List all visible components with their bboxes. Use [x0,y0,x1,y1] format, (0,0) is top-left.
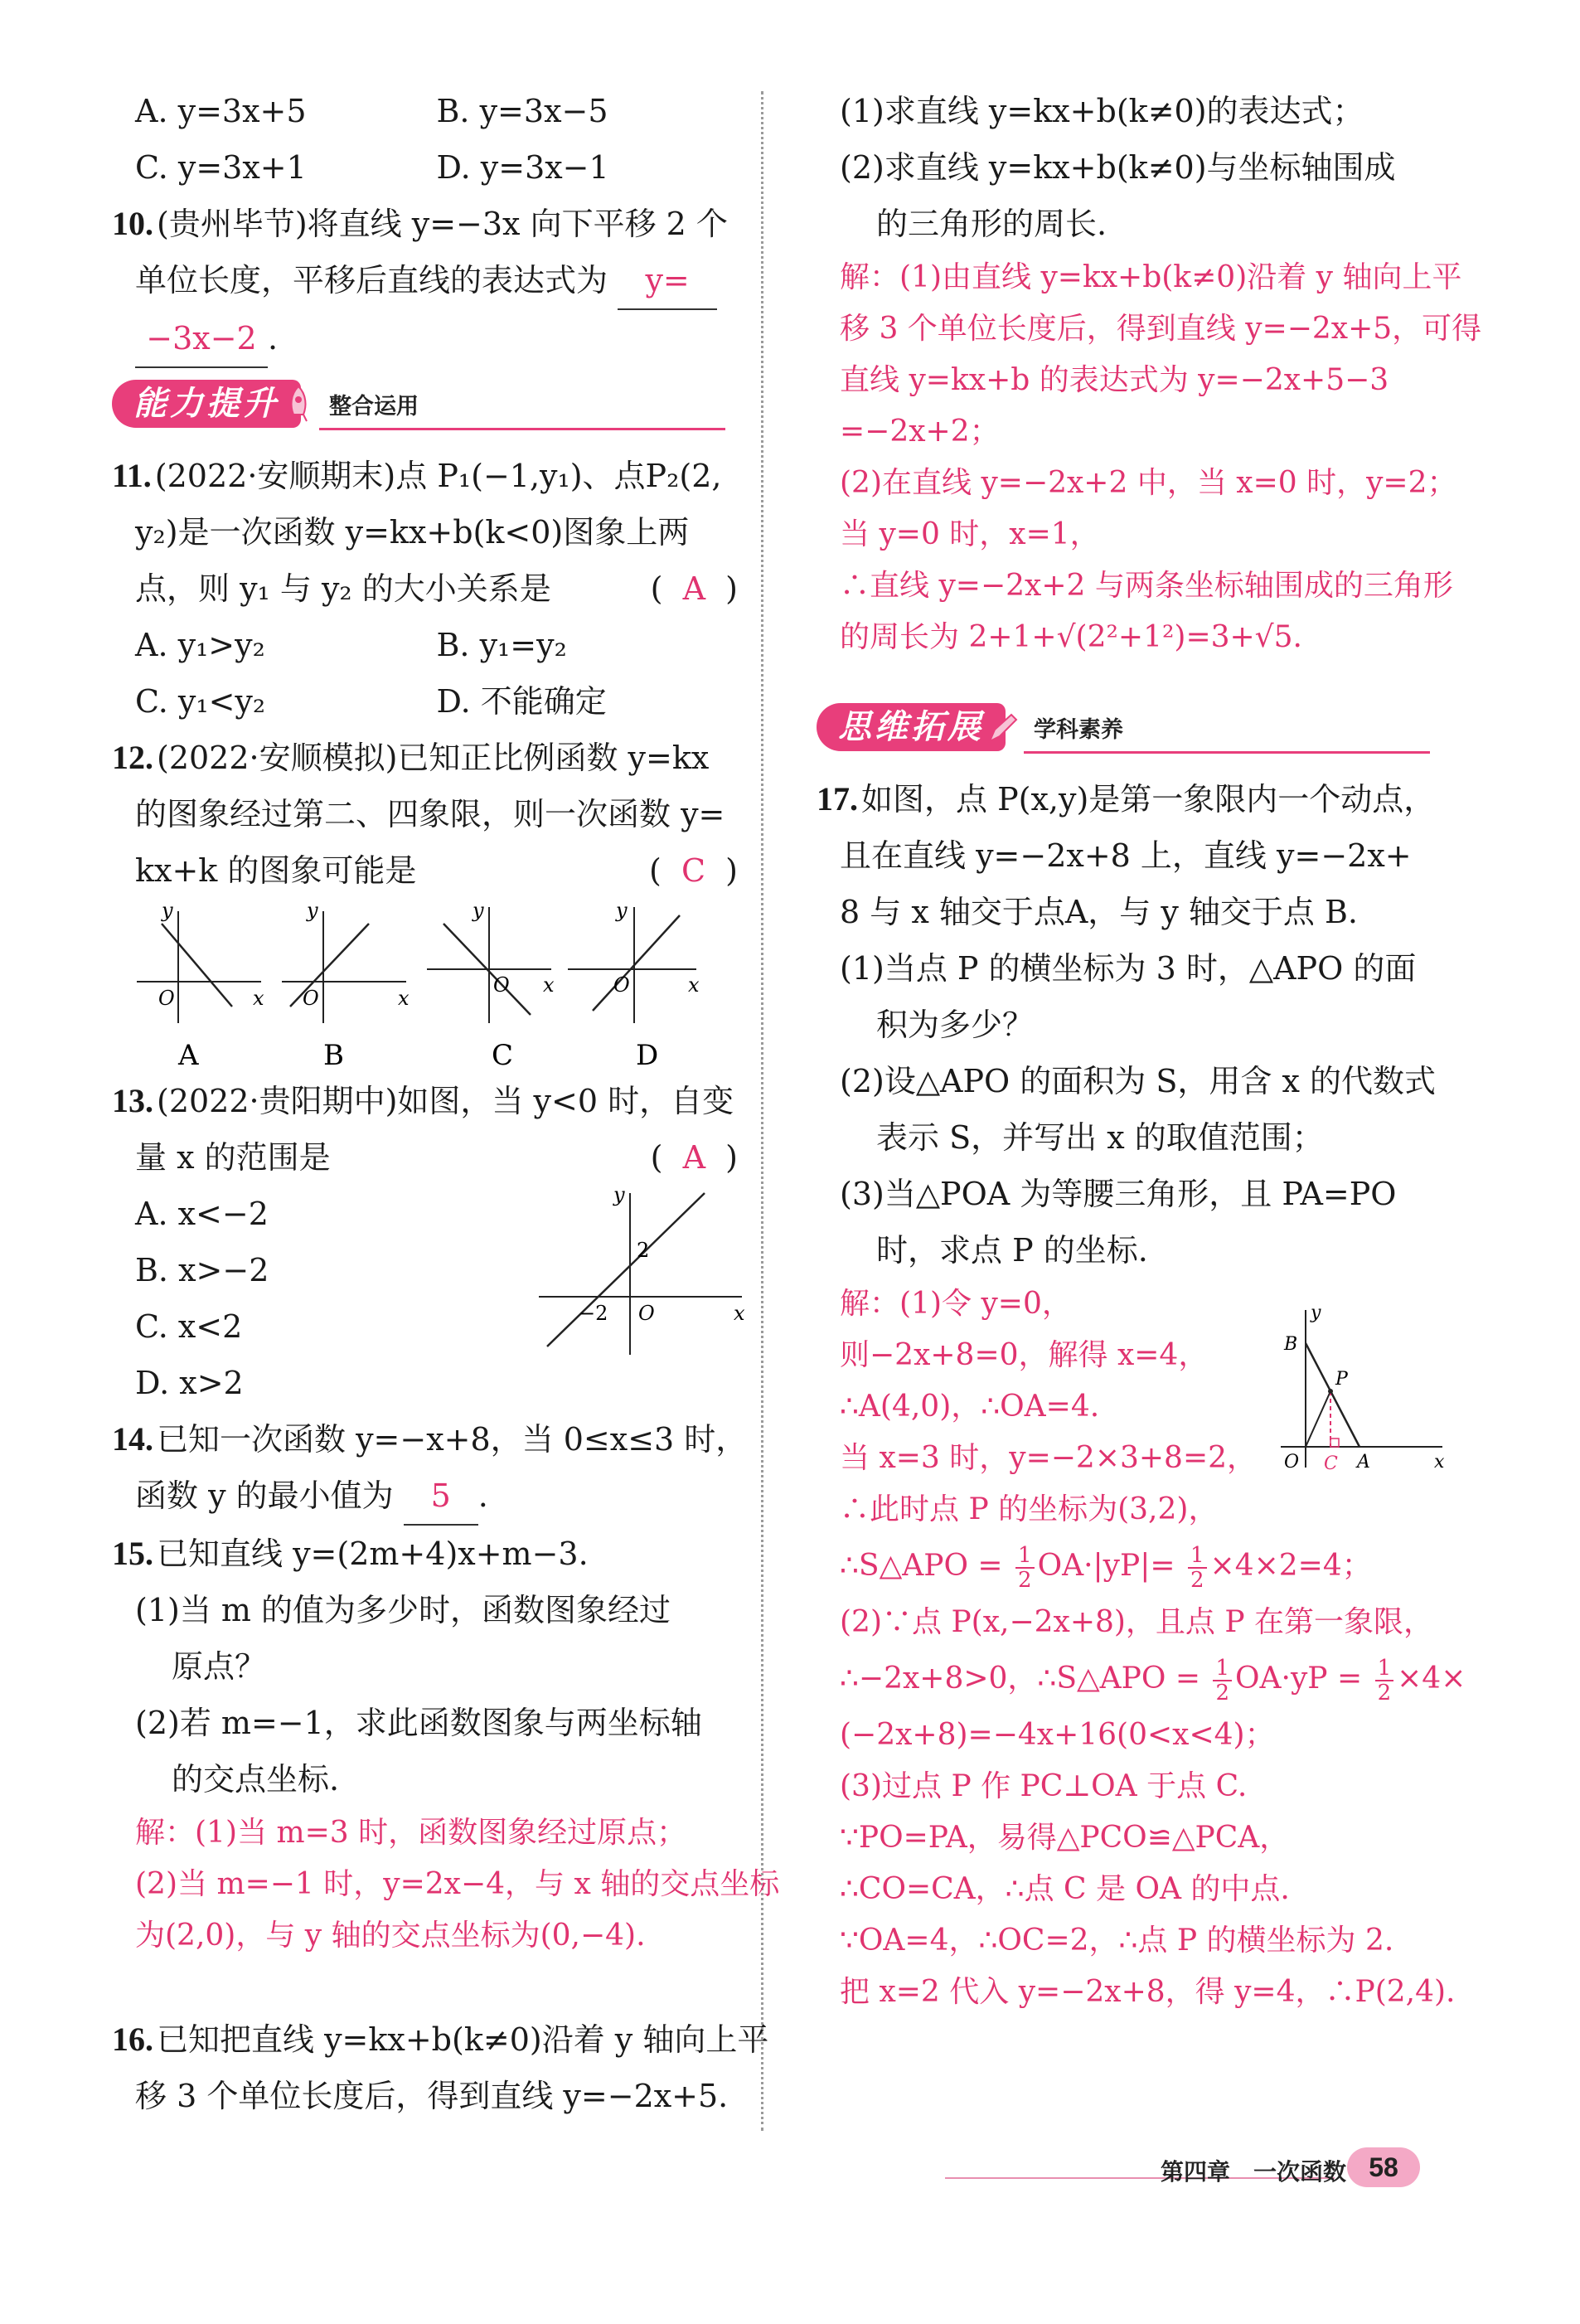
q13-number: 13. [112,1082,153,1119]
q17-s2-frac-b-den: 2 [1377,1681,1392,1705]
q17-s2-fraction-b [1375,1657,1394,1705]
q17-fig-y-label: y [1311,1303,1321,1323]
q12b-origin-label: O [303,987,319,1010]
q9-options-row2 [112,139,738,196]
q14-answer: 5 [404,1468,478,1526]
q16-part2-line1: (2)求直线 y=kx+b(k≠0)与坐标轴围成 [840,149,1396,186]
q16-part2-line2: 的三角形的周长. [876,206,1107,242]
q15-part2-line2: 的交点坐标. [172,1761,340,1798]
q17-s1-end: ×4×2=4； [1209,1549,1372,1583]
q17-solution-line-c4: ∴CO=CA，∴点 C 是 OA 的中点. [840,1872,1290,1906]
left-column [112,83,780,2124]
q17-fig-point-a: A [1357,1452,1370,1473]
q13-origin-label: O [638,1302,655,1325]
q9-options-row1 [112,83,738,139]
q17-solution-line2: 则−2x+8=0，解得 x=4， [840,1338,1209,1372]
q17-fig-origin-label: O [1284,1452,1300,1473]
q17-solution-line3: ∴A(4,0)，∴OA=4. [840,1390,1100,1424]
q12-graph-b [282,899,410,1072]
q11-option-b: B. y₁=y₂ [436,627,567,663]
q16-part1: (1)求直线 y=kx+b(k≠0)的表达式； [840,93,1364,129]
q16-solution-line4: =−2x+2； [840,415,1000,449]
q17-s1-frac-a-den: 2 [1018,1568,1032,1593]
question-12 [112,730,738,1073]
footer-chapter: 第四章 一次函数 [1161,2158,1347,2186]
q17-part2-line1: (2)设△APO 的面积为 S，用含 x 的代数式 [840,1063,1436,1099]
q17-solution-line1: 解：(1)令 y=0， [840,1287,1072,1321]
q12d-origin-label: O [613,973,630,997]
q16-solution-line7: ∴直线 y=−2x+2 与两条坐标轴围成的三角形 [840,569,1453,603]
q12a-origin-label: O [158,987,175,1010]
q12d-x-label: x [688,973,700,997]
q16-line1: 已知把直线 y=kx+b(k≠0)沿着 y 轴向上平 [157,2021,769,2058]
banner-ability-subtitle: 整合运用 [329,394,419,420]
q13-option-d: D. x>2 [135,1365,244,1401]
q9-option-b: B. y=3x−5 [436,93,608,129]
q14-end: . [477,1477,488,1514]
q12-graph-label-d: D [636,1039,659,1072]
q11-option-c: C. y₁<y₂ [135,683,266,720]
q17-part3-line2: 时，求点 P 的坐标. [876,1232,1148,1269]
q12-line3: kx+k 的图象可能是 [135,852,417,889]
q11-options-row1 [112,617,738,673]
q10-line2: 单位长度，平移后直线的表达式为 [135,262,608,298]
q12-graph-options [112,899,738,1073]
q13-line2: 量 x 的范围是 [135,1139,331,1176]
q17-s2-frac-a-num: 1 [1213,1657,1232,1681]
q17-s2-frac-a-den: 2 [1215,1681,1230,1705]
q17-fig-point-p: P [1335,1369,1348,1390]
q17-line3: 8 与 x 轴交于点A，与 y 轴交于点 B. [840,894,1358,930]
q17-s2-frac-b-num: 1 [1375,1657,1394,1681]
q12-line1: (2022·安顺模拟)已知正比例函数 y=kx [157,740,710,776]
banner-ability-rule [319,428,725,430]
q13-y-label: y [613,1183,625,1206]
q12d-y-label: y [616,899,628,922]
q17-s1-pre: ∴S△APO = [840,1549,1003,1583]
q13-intercept-2: 2 [637,1239,650,1262]
q17-number: 17. [817,780,858,818]
banner-thinking-title: 思维拓展 [817,703,1006,751]
q11-answer-bracket: ( A ) [650,570,738,607]
q15-part1-line1: (1)当 m 的值为多少时，函数图象经过 [135,1592,671,1628]
question-11 [112,448,738,730]
q17-solution-part2-intro: (2)∵点 P(x,−2x+8)，且点 P 在第一象限， [840,1605,1434,1639]
q11-line1: (2022·安顺期末)点 P₁(−1,y₁)、点P₂(2, [154,458,722,494]
q15-part1-line2: 原点？ [172,1648,267,1685]
q12-graph-c [427,899,555,1072]
q12-graph-a [137,899,264,1072]
pencil-icon [986,711,1020,745]
q16-solution-line5: (2)在直线 y=−2x+2 中，当 x=0 时，y=2； [840,466,1457,500]
q14-line1: 已知一次函数 y=−x+8，当 0≤x≤3 时， [157,1421,748,1458]
q17-s1-fraction-b [1188,1544,1207,1592]
question-17 [817,771,1466,2018]
q12a-y-label: y [162,899,173,922]
q11-answer: A [682,570,706,607]
q10-answer-part2: −3x−2 [135,310,268,368]
rocket-icon [282,383,315,425]
q13-intercept-neg2: −2 [579,1302,608,1325]
banner-ability-title: 能力提升 [112,380,301,428]
q12c-y-label: y [473,899,484,922]
q17-fig-point-c: C [1324,1453,1338,1474]
q17-line1: 如图，点 P(x,y)是第一象限内一个动点， [861,781,1436,818]
q16-solution-line8: 的周长为 2+1+√(2²+1²)=3+√5. [840,620,1302,654]
q12b-x-label: x [398,987,410,1010]
q16-number: 16. [112,2021,153,2058]
q17-part3-line1: (3)当△POA 为等腰三角形，且 PA=PO [840,1176,1397,1212]
q15-stem: 已知直线 y=(2m+4)x+m−3. [157,1536,589,1572]
q9-option-d: D. y=3x−1 [436,149,609,186]
question-14 [112,1411,748,1526]
question-16-continued [817,83,1482,663]
q17-solution-line-c3: ∵PO=PA，易得△PCO≌△PCA， [840,1821,1290,1855]
question-15 [112,1526,780,1962]
question-10 [112,196,738,368]
q16-solution-line6: 当 y=0 时，x=1， [840,517,1100,551]
q17-s2-fraction-a [1213,1657,1232,1705]
q17-s1-fraction-a [1015,1544,1035,1592]
q17-s1-frac-b-den: 2 [1190,1568,1204,1593]
q17-part2-line2: 表示 S，并写出 x 的取值范围； [876,1119,1324,1156]
q13-answer: A [682,1139,706,1176]
q17-s2-mid: OA·yP = [1235,1662,1363,1696]
q12-number: 12. [112,739,153,776]
q10-end: . [268,320,279,357]
question-13 [112,1073,745,1411]
q17-part1-line2: 积为多少？ [876,1007,1035,1043]
q13-figure [531,1181,754,1363]
q10-line1: (贵州毕节)将直线 y=−3x 向下平移 2 个 [157,206,728,242]
q17-s1-frac-a-num: 1 [1015,1544,1035,1569]
q14-number: 14. [112,1420,153,1458]
q13-answer-bracket: ( A ) [650,1139,738,1176]
q17-solution-line-c6: 把 x=2 代入 y=−2x+8，得 y=4，∴P(2,4). [840,1975,1456,2009]
q9-option-a: A. y=3x+5 [135,93,307,129]
q12-graph-d [568,899,700,1072]
q11-option-a: A. y₁>y₂ [135,627,265,663]
q10-answer-part1: y= [618,252,717,310]
q17-fig-x-label: x [1434,1452,1445,1473]
q11-number: 11. [112,457,152,494]
q17-solution-line-c5: ∵OA=4，∴OC=2，∴点 P 的横坐标为 2. [840,1924,1394,1958]
q15-solution-1: 解：(1)当 m=3 时，函数图象经过原点； [135,1816,687,1850]
q16-solution-line3: 直线 y=kx+b 的表达式为 y=−2x+5−3 [840,363,1389,397]
q12-answer: C [681,852,706,889]
q17-s2-end: ×4× [1397,1662,1466,1696]
q12-answer-bracket: ( C ) [648,852,738,889]
q12a-x-label: x [253,987,264,1010]
q11-line2: y₂)是一次函数 y=kx+b(k<0)图象上两 [135,514,690,551]
q12c-x-label: x [543,973,555,997]
banner-thinking-subtitle: 学科素养 [1034,717,1123,743]
q17-s2-pre: ∴−2x+8>0，∴S△APO = [840,1662,1201,1696]
q17-solution-line-c2: (3)过点 P 作 PC⊥OA 于点 C. [840,1769,1248,1803]
question-16 [112,2011,769,2124]
q9-option-c: C. y=3x+1 [135,149,307,186]
q11-options-row2 [112,673,738,730]
q12-graph-label-b: B [323,1039,344,1072]
page-number: 58 [1347,2147,1420,2187]
q17-figure [1264,1302,1455,1492]
q17-solution-line-c1: (−2x+8)=−4x+16(0<x<4)； [840,1718,1275,1752]
banner-thinking-rule [1024,751,1430,754]
q10-number: 10. [112,205,153,242]
q13-option-a: A. x<−2 [135,1196,269,1232]
q12-graph-label-c: C [492,1039,514,1072]
q15-part2-line1: (2)若 m=−1，求此函数图象与两坐标轴 [135,1705,702,1741]
q12b-y-label: y [307,899,318,922]
q11-line3: 点，则 y₁ 与 y₂ 的大小关系是 [135,570,551,607]
page-footer [945,2147,1459,2197]
q12-graph-label-a: A [178,1039,199,1072]
q17-line2: 且在直线 y=−2x+8 上，直线 y=−2x+ [840,837,1412,874]
q13-option-b: B. x>−2 [135,1252,269,1288]
right-column [817,83,1482,2018]
q16-solution-line1: 解：(1)由直线 y=kx+b(k≠0)沿着 y 轴向上平 [840,260,1462,294]
q11-option-d: D. 不能确定 [436,683,607,720]
q15-number: 15. [112,1535,153,1572]
column-divider [761,91,763,2131]
q15-solution-2: (2)当 m=−1 时，y=2x−4，与 x 轴的交点坐标 [135,1867,780,1901]
q17-solution-line4: 当 x=3 时，y=−2×3+8=2， [840,1441,1258,1475]
q14-line2: 函数 y 的最小值为 [135,1477,394,1514]
q12-line2: 的图象经过第二、四象限，则一次函数 y= [135,796,725,832]
q12c-origin-label: O [493,973,510,997]
section-banner-ability [112,373,738,439]
q17-solution-line5: ∴此时点 P 的坐标为(3,2)， [840,1492,1219,1526]
q17-fig-point-b: B [1284,1334,1298,1355]
q17-part1-line1: (1)当点 P 的横坐标为 3 时，△APO 的面 [840,950,1417,987]
q13-line1: (2022·贵阳期中)如图，当 y<0 时，自变 [157,1083,734,1119]
q17-s1-frac-b-num: 1 [1188,1544,1207,1569]
q13-x-label: x [734,1302,745,1325]
q13-option-c: C. x<2 [135,1308,243,1345]
q17-s1-mid: OA·|yP|= [1037,1549,1175,1583]
q17-solution-area-1 [817,1536,1447,1597]
q17-solution-area-2 [817,1648,1466,1710]
section-banner-thinking [817,696,1447,763]
q15-solution-3: 为(2,0)，与 y 轴的交点坐标为(0,−4). [135,1919,646,1953]
q16-solution-line2: 移 3 个单位长度后，得到直线 y=−2x+5，可得 [840,312,1482,346]
q16-line2: 移 3 个单位长度后，得到直线 y=−2x+5. [135,2078,729,2114]
